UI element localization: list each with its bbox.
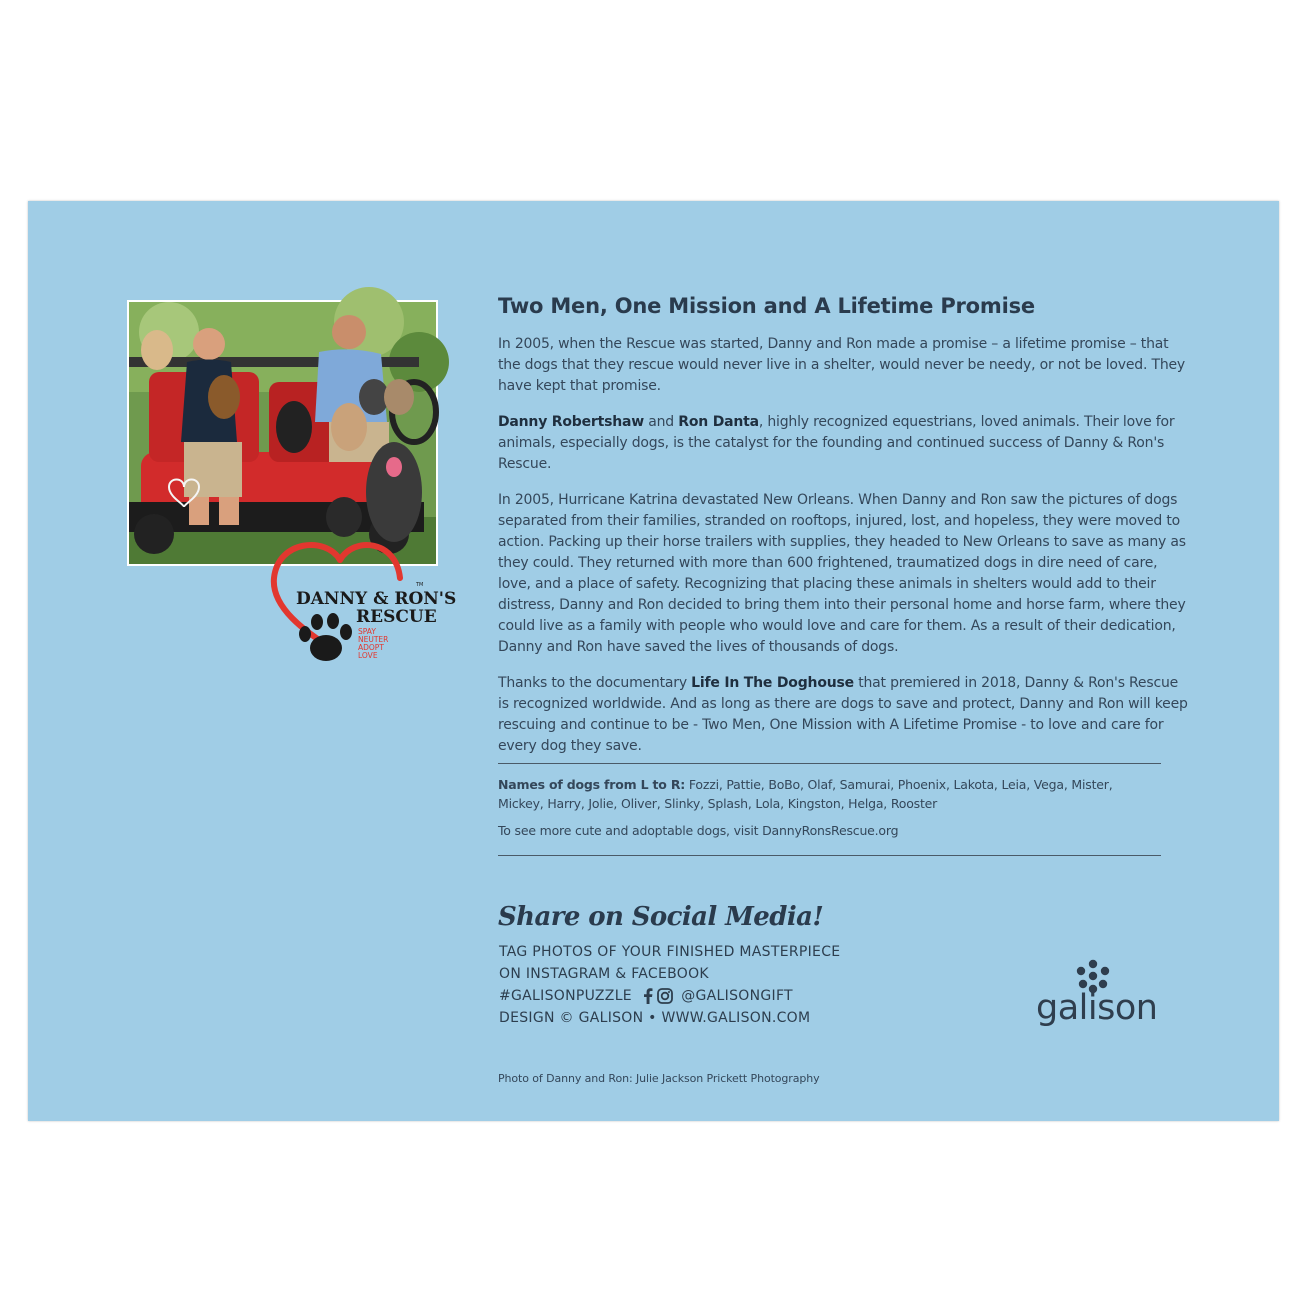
logo-tag-love: LOVE — [358, 651, 378, 660]
instagram-icon — [657, 988, 673, 1004]
danny-ron-photo — [127, 300, 438, 566]
logo-line1: DANNY & RON'S — [296, 589, 457, 609]
social-line-design: DESIGN © GALISON • WWW.GALISON.COM — [499, 1010, 811, 1026]
social-line-platforms: ON INSTAGRAM & FACEBOOK — [499, 966, 709, 982]
visit-link-text: To see more cute and adoptable dogs, visit DannyRonsRescue.org — [498, 823, 899, 838]
hashtag: #GALISONPUZZLE — [499, 988, 632, 1004]
heart-icon — [268, 538, 457, 672]
founder-name-danny: Danny Robertshaw — [498, 414, 644, 430]
divider-top — [498, 763, 1161, 764]
paragraph-documentary — [498, 673, 1188, 757]
page-title: Two Men, One Mission and A Lifetime Promise — [498, 294, 1035, 318]
logo-tag-adopt: ADOPT — [358, 643, 384, 652]
social-line-tag: TAG PHOTOS OF YOUR FINISHED MASTERPIECE — [499, 944, 841, 960]
founders-and: and — [644, 414, 679, 430]
logo-line2: RESCUE — [356, 607, 437, 627]
story-content — [498, 294, 1188, 772]
social-handle: @GALISONGIFT — [681, 988, 793, 1004]
photo-illustration — [129, 302, 436, 564]
documentary-post: that premiered in 2018, Danny & Ron's Rescue is recognized worldwide. And as long as there are dogs to save and protect, Danny and Ron will keep rescuing and continue to be - Two Men, One Mission with A Lifetime Promise - to love and care for every dog they save. — [498, 675, 1188, 754]
danny-rons-rescue-logo — [268, 538, 457, 672]
dog-names-label: Names of dogs from L to R: — [498, 777, 686, 792]
galison-logo — [1036, 958, 1158, 1036]
founder-name-ron: Ron Danta — [678, 414, 759, 430]
divider-bottom — [498, 855, 1161, 856]
facebook-icon — [643, 988, 653, 1004]
logo-tag-neuter: NEUTER — [358, 635, 389, 644]
dog-names — [498, 775, 1158, 813]
logo-tm: TM — [416, 582, 424, 588]
paragraph-promise: In 2005, when the Rescue was started, Danny and Ron made a promise – a lifetime promise – that the dogs that they rescue would never live in a shelter, would never be needy, or not be loved. They have kept that promise. — [498, 336, 1185, 394]
documentary-title: Life In The Doghouse — [691, 675, 854, 691]
documentary-pre: Thanks to the documentary — [498, 675, 692, 691]
galison-wordmark: galison — [1036, 988, 1158, 1028]
paragraph-katrina: In 2005, Hurricane Katrina devastated New Orleans. When Danny and Ron saw the pictures of dogs separated from their families, stranded on rooftops, injured, lost, and hopeless, they were moved to action. Packing up their horse trailers with supplies, they headed to New Orleans to save as many as they could. They returned with more than 600 frightened, traumatized dogs in dire need of care, love, and a place of safety. Recognizing that placing these animals in shelters would add to their distress, Danny and Ron decided to bring them into their personal home and horse farm, where they could live as a family with people who would love and care for them. As a result of their dedication, Danny and Ron have saved the lives of thousands of dogs. — [498, 492, 1186, 655]
paw-icon — [299, 613, 352, 661]
social-line-handles — [499, 985, 840, 1007]
share-title: Share on Social Media! — [498, 902, 824, 932]
social-info — [499, 941, 840, 1029]
dog-names-list: Fozzi, Pattie, BoBo, Olaf, Samurai, Phoenix, Lakota, Leia, Vega, Mister, Mickey, Harry, Jolie, Oliver, Slinky, Splash, Lola, Kingston, Helga, Rooster — [498, 777, 1113, 811]
paragraph-founders — [498, 412, 1188, 475]
logo-tag-spay: SPAY — [358, 627, 376, 636]
founders-text: , highly recognized equestrians, loved animals. Their love for animals, especially dogs, is the catalyst for the founding and continued success of Danny & Ron's Rescue. — [498, 414, 1175, 472]
photo-credit: Photo of Danny and Ron: Julie Jackson Prickett Photography — [498, 1072, 820, 1085]
